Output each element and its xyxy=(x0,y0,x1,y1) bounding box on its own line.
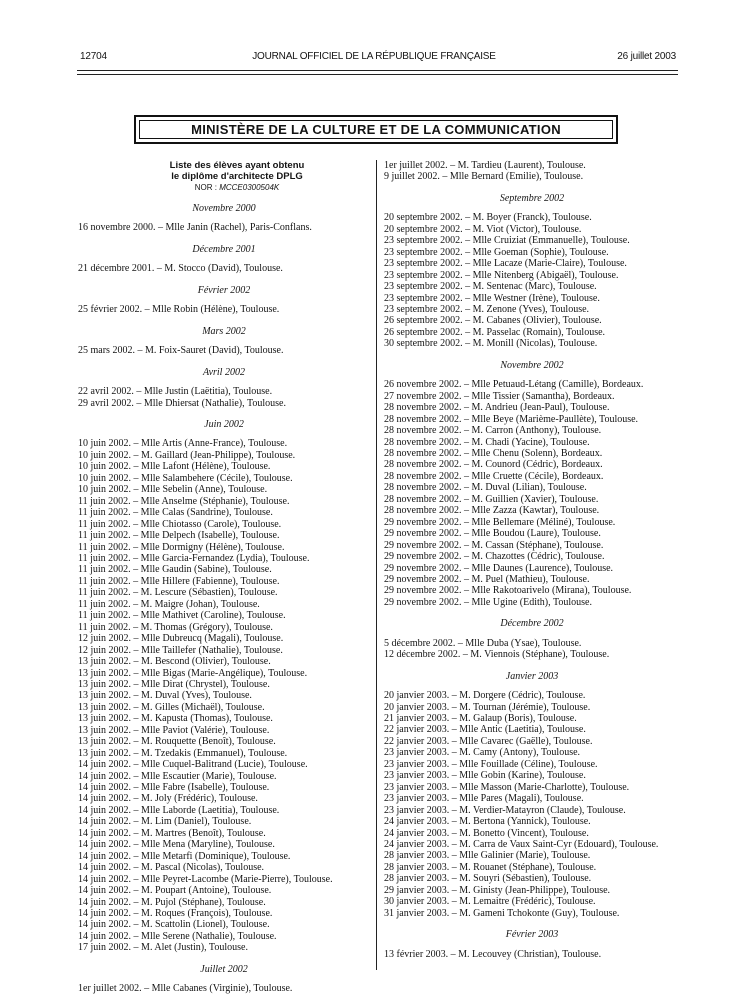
list-item: 14 juin 2002. – Mlle Serene (Nathalie), Toulouse. xyxy=(78,930,277,942)
list-item: 23 janvier 2003. – Mlle Masson (Marie-Charlotte), Toulouse. xyxy=(384,781,630,793)
list-item: 30 septembre 2002. – M. Monill (Nicolas), Toulouse. xyxy=(384,338,598,350)
list-item: 10 juin 2002. – Mlle Lafont (Hélène), Toulouse. xyxy=(78,461,271,473)
list-item: 1er juillet 2002. – Mlle Cabanes (Virginie), Toulouse. xyxy=(78,983,293,995)
list-item: 13 juin 2002. – M. Gilles (Michaël), Toulouse. xyxy=(78,701,265,713)
month-heading: Septembre 2002 xyxy=(499,192,565,204)
list-item: 22 janvier 2003. – Mlle Cavarec (Gaëlle), Toulouse. xyxy=(384,735,593,747)
list-item: 20 janvier 2003. – M. Tournan (Jérémie), Toulouse. xyxy=(384,701,591,713)
list-item: 20 septembre 2002. – M. Boyer (Franck), Toulouse. xyxy=(384,212,592,224)
header-rule-bottom xyxy=(77,74,678,75)
right-column xyxy=(384,160,680,960)
list-item: 11 juin 2002. – Mlle Chiotasso (Carole), Toulouse. xyxy=(78,518,282,530)
list-item: 14 juin 2002. – M. Joly (Frédéric), Toulouse. xyxy=(78,793,258,805)
list-item: 14 juin 2002. – Mlle Escautier (Marie), Toulouse. xyxy=(78,770,277,782)
list-item: 22 janvier 2003. – Mlle Antic (Laetitia), Toulouse. xyxy=(384,724,586,736)
list-item: 9 juillet 2002. – Mlle Bernard (Emilie), Toulouse. xyxy=(384,171,584,183)
list-item: 13 juin 2002. – Mlle Bigas (Marie-Angélique), Toulouse. xyxy=(78,667,308,679)
list-item: 14 juin 2002. – Mlle Metarfi (Dominique), Toulouse. xyxy=(78,850,291,862)
list-item: 5 décembre 2002. – Mlle Duba (Ysae), Toulouse. xyxy=(384,637,582,649)
list-item: 14 juin 2002. – M. Pascal (Nicolas), Toulouse. xyxy=(78,862,265,874)
list-item: 21 décembre 2001. – M. Stocco (David), Toulouse. xyxy=(78,263,283,275)
list-item: 23 janvier 2003. – Mlle Gobin (Karine), Toulouse. xyxy=(384,770,586,782)
page-number: 12704 xyxy=(80,51,107,62)
list-item: 11 juin 2002. – M. Lescure (Sébastien), Toulouse. xyxy=(78,587,278,599)
list-item: 22 avril 2002. – Mlle Justin (Laëtitia), Toulouse. xyxy=(78,386,273,398)
list-item: 13 juin 2002. – M. Rouquette (Benoît), Toulouse. xyxy=(78,736,276,748)
list-item: 28 novembre 2002. – Mlle Cruette (Cécile), Bordeaux. xyxy=(384,470,604,482)
nor-reference xyxy=(104,183,370,193)
list-item: 20 septembre 2002. – M. Viot (Victor), Toulouse. xyxy=(384,223,582,235)
list-item: 28 janvier 2003. – M. Souyri (Sébastien), Toulouse. xyxy=(384,873,592,885)
list-item: 14 juin 2002. – M. Lim (Daniel), Toulouse. xyxy=(78,816,252,828)
list-item: 13 juin 2002. – M. Tzedakis (Emmanuel), Toulouse. xyxy=(78,747,288,759)
list-item: 11 juin 2002. – M. Thomas (Grégory), Toulouse. xyxy=(78,621,273,633)
list-item: 25 mars 2002. – M. Foix-Sauret (David), Toulouse. xyxy=(78,345,284,357)
ministry-box xyxy=(134,115,618,144)
month-heading: Janvier 2003 xyxy=(505,670,559,682)
list-item: 28 novembre 2002. – Mlle Zazza (Kawtar), Toulouse. xyxy=(384,505,600,517)
month-heading: Décembre 2002 xyxy=(500,618,564,630)
list-item: 16 novembre 2000. – Mlle Janin (Rachel), Paris-Conflans. xyxy=(78,222,312,234)
column-divider xyxy=(376,160,377,970)
list-item: 23 septembre 2002. – Mlle Lacaze (Marie-Claire), Toulouse. xyxy=(384,258,627,270)
list-item: 23 septembre 2002. – Mlle Westner (Irène), Toulouse. xyxy=(384,292,600,304)
list-item: 23 janvier 2003. – M. Camy (Antony), Toulouse. xyxy=(384,747,581,759)
list-item: 13 juin 2002. – M. Duval (Yves), Toulouse. xyxy=(78,690,252,702)
list-item: 1er juillet 2002. – M. Tardieu (Laurent), Toulouse. xyxy=(384,160,586,171)
list-item: 20 janvier 2003. – M. Dorgere (Cédric), Toulouse. xyxy=(384,690,586,702)
list-item: 21 janvier 2003. – M. Galaup (Boris), Toulouse. xyxy=(384,713,577,725)
list-item: 10 juin 2002. – Mlle Sebelin (Anne), Toulouse. xyxy=(78,484,268,496)
list-item: 14 juin 2002. – M. Pujol (Stéphane), Toulouse. xyxy=(78,896,266,908)
list-item: 29 janvier 2003. – M. Ginisty (Jean-Philippe), Toulouse. xyxy=(384,884,611,896)
issue-date: 26 juillet 2003 xyxy=(617,51,676,62)
list-item: 11 juin 2002. – Mlle Mathivet (Caroline), Toulouse. xyxy=(78,610,286,622)
month-heading: Février 2002 xyxy=(197,284,251,296)
list-item: 31 janvier 2003. – M. Gameni Tchokonte (Guy), Toulouse. xyxy=(384,907,620,919)
list-item: 29 novembre 2002. – Mlle Boudou (Laure), Toulouse. xyxy=(384,528,601,540)
list-item: 13 juin 2002. – M. Bescond (Olivier), Toulouse. xyxy=(78,656,271,668)
list-item: 29 novembre 2002. – Mlle Ugine (Edith), Toulouse. xyxy=(384,596,592,608)
header-rule-top xyxy=(77,70,678,71)
month-heading: Novembre 2000 xyxy=(192,203,256,214)
month-heading: Juillet 2002 xyxy=(200,963,248,975)
list-item: 25 février 2002. – Mlle Robin (Hélène), Toulouse. xyxy=(78,304,280,316)
list-item: 10 juin 2002. – Mlle Artis (Anne-France), Toulouse. xyxy=(78,438,288,450)
list-item: 14 juin 2002. – Mlle Mena (Maryline), Toulouse. xyxy=(78,839,275,851)
list-item: 26 septembre 2002. – M. Passelac (Romain), Toulouse. xyxy=(384,326,606,338)
list-item: 29 novembre 2002. – Mlle Rakotoarivelo (Mirana), Toulouse. xyxy=(384,585,632,597)
list-item: 13 juin 2002. – M. Kapusta (Thomas), Toulouse. xyxy=(78,713,273,725)
list-item: 17 juin 2002. – M. Alet (Justin), Toulouse. xyxy=(78,942,248,954)
list-item: 12 décembre 2002. – M. Viennois (Stéphane), Toulouse. xyxy=(384,649,610,661)
list-title-line1: Liste des élèves ayant obtenu xyxy=(169,160,305,171)
list-item: 13 février 2003. – M. Lecouvey (Christian), Toulouse. xyxy=(384,948,602,960)
list-item: 24 janvier 2003. – M. Bertona (Yannick), Toulouse. xyxy=(384,816,591,828)
list-item: 11 juin 2002. – Mlle Hillere (Fabienne), Toulouse. xyxy=(78,575,280,587)
list-item: 28 janvier 2003. – Mlle Galinier (Marie), Toulouse. xyxy=(384,850,591,862)
list-item: 29 novembre 2002. – M. Chazottes (Cédric), Toulouse. xyxy=(384,551,605,563)
list-item: 29 novembre 2002. – M. Puel (Mathieu), Toulouse. xyxy=(384,573,590,585)
ministry-box-inner xyxy=(139,120,613,139)
ministry-title: MINISTÈRE DE LA CULTURE ET DE LA COMMUNICATION xyxy=(191,122,561,137)
list-item: 14 juin 2002. – M. Poupart (Antoine), Toulouse. xyxy=(78,885,272,897)
list-item: 29 novembre 2002. – Mlle Bellemare (Méliné), Toulouse. xyxy=(384,516,616,528)
list-item: 14 juin 2002. – Mlle Cuquel-Balitrand (Lucie), Toulouse. xyxy=(78,759,308,771)
list-item: 14 juin 2002. – M. Scattolin (Lionel), Toulouse. xyxy=(78,919,270,931)
list-item: 24 janvier 2003. – M. Bonetto (Vincent), Toulouse. xyxy=(384,827,589,839)
list-item: 28 novembre 2002. – Mlle Chenu (Solenn), Bordeaux. xyxy=(384,447,603,459)
list-item: 30 janvier 2003. – M. Lemaitre (Frédéric), Toulouse. xyxy=(384,896,596,908)
list-item: 23 janvier 2003. – Mlle Pares (Magali), Toulouse. xyxy=(384,793,584,805)
month-heading: Février 2003 xyxy=(505,929,559,941)
list-item: 27 novembre 2002. – Mlle Tissier (Samantha), Bordeaux. xyxy=(384,390,615,402)
list-item: 14 juin 2002. – M. Martres (Benoît), Toulouse. xyxy=(78,827,266,839)
right-sections xyxy=(384,193,680,960)
list-item: 11 juin 2002. – Mlle Gaudin (Sabine), Toulouse. xyxy=(78,564,272,576)
list-item: 14 juin 2002. – Mlle Fabre (Isabelle), Toulouse. xyxy=(78,782,270,794)
list-item: 28 novembre 2002. – M. Duval (Lilian), Toulouse. xyxy=(384,482,587,494)
month-heading: Mars 2002 xyxy=(202,325,246,337)
list-item: 28 novembre 2002. – M. Chadi (Yacine), Toulouse. xyxy=(384,436,590,448)
list-item: 26 septembre 2002. – M. Cabanes (Olivier), Toulouse. xyxy=(384,315,602,327)
list-item: 14 juin 2002. – Mlle Peyret-Lacombe (Marie-Pierre), Toulouse. xyxy=(78,873,333,885)
list-item: 28 novembre 2002. – Mlle Beye (Marième-Paullète), Toulouse. xyxy=(384,413,639,425)
month-heading: Novembre 2002 xyxy=(500,359,564,371)
list-item: 23 septembre 2002. – M. Sentenac (Marc), Toulouse. xyxy=(384,281,597,293)
list-item: 11 juin 2002. – M. Maigre (Johan), Toulouse. xyxy=(78,598,260,610)
list-item: 12 juin 2002. – Mlle Dubreucq (Magali), Toulouse. xyxy=(78,633,284,645)
month-heading: Avril 2002 xyxy=(203,366,245,378)
list-item: 11 juin 2002. – Mlle Anselme (Stéphanie), Toulouse. xyxy=(78,495,290,507)
list-title-line2: le diplôme d'architecte DPLG xyxy=(171,171,303,182)
list-item: 24 janvier 2003. – M. Carra de Vaux Saint-Cyr (Edouard), Toulouse. xyxy=(384,839,659,851)
month-heading: Décembre 2001 xyxy=(192,243,256,255)
list-item: 23 janvier 2003. – Mlle Fouillade (Céline), Toulouse. xyxy=(384,758,598,770)
list-item: 14 juin 2002. – M. Roques (François), Toulouse. xyxy=(78,908,273,920)
list-item: 14 juin 2002. – Mlle Laborde (Laetitia), Toulouse. xyxy=(78,804,280,816)
list-item: 10 juin 2002. – M. Gaillard (Jean-Philippe), Toulouse. xyxy=(78,449,296,461)
nor-code: MCCE0300504K xyxy=(219,183,280,192)
list-item: 12 juin 2002. – Mlle Taillefer (Nathalie), Toulouse. xyxy=(78,644,283,656)
list-item: 23 septembre 2002. – Mlle Nitenberg (Abigaël), Toulouse. xyxy=(384,269,619,281)
list-item: 28 novembre 2002. – M. Andrieu (Jean-Paul), Toulouse. xyxy=(384,402,610,414)
nor-label: NOR : xyxy=(194,183,220,192)
list-item: 23 septembre 2002. – M. Zenone (Yves), Toulouse. xyxy=(384,303,590,315)
list-item: 28 novembre 2002. – M. Carron (Anthony), Toulouse. xyxy=(384,425,602,437)
list-item: 29 novembre 2002. – Mlle Daunes (Laurence), Toulouse. xyxy=(384,562,614,574)
left-column xyxy=(78,160,370,995)
list-item: 11 juin 2002. – Mlle Delpech (Isabelle), Toulouse. xyxy=(78,530,280,542)
list-item: 11 juin 2002. – Mlle Garcia-Fernandez (Lydia), Toulouse. xyxy=(78,552,310,564)
list-item: 23 septembre 2002. – Mlle Cruiziat (Emmanuelle), Toulouse. xyxy=(384,235,630,247)
list-item: 29 avril 2002. – Mlle Dhiersat (Nathalie), Toulouse. xyxy=(78,397,286,409)
list-item: 23 janvier 2003. – M. Verdier-Matayron (Claude), Toulouse. xyxy=(384,804,626,816)
list-item: 29 novembre 2002. – M. Cassan (Stéphane), Toulouse. xyxy=(384,539,604,551)
list-item: 28 novembre 2002. – M. Guillien (Xavier), Toulouse. xyxy=(384,493,599,505)
list-item: 13 juin 2002. – Mlle Paviot (Valérie), Toulouse. xyxy=(78,724,270,736)
list-item: 11 juin 2002. – Mlle Calas (Sandrine), Toulouse. xyxy=(78,507,273,519)
list-item: 13 juin 2002. – Mlle Dirat (Chrystel), Toulouse. xyxy=(78,678,270,690)
list-item: 11 juin 2002. – Mlle Dormigny (Hélène), Toulouse. xyxy=(78,541,285,553)
list-item: 26 novembre 2002. – Mlle Petuaud-Létang (Camille), Bordeaux. xyxy=(384,379,644,391)
list-item: 28 novembre 2002. – M. Counord (Cédric), Bordeaux. xyxy=(384,459,603,471)
list-item: 23 septembre 2002. – Mlle Goeman (Sophie), Toulouse. xyxy=(384,246,609,258)
month-heading: Juin 2002 xyxy=(204,418,244,430)
journal-title: JOURNAL OFFICIEL DE LA RÉPUBLIQUE FRANÇAISE xyxy=(252,51,496,62)
list-item: 28 janvier 2003. – M. Rouanet (Stéphane), Toulouse. xyxy=(384,861,597,873)
left-sections xyxy=(78,203,370,995)
right-top-entries xyxy=(384,160,680,183)
list-item: 10 juin 2002. – Mlle Salambehere (Cécile), Toulouse. xyxy=(78,472,293,484)
